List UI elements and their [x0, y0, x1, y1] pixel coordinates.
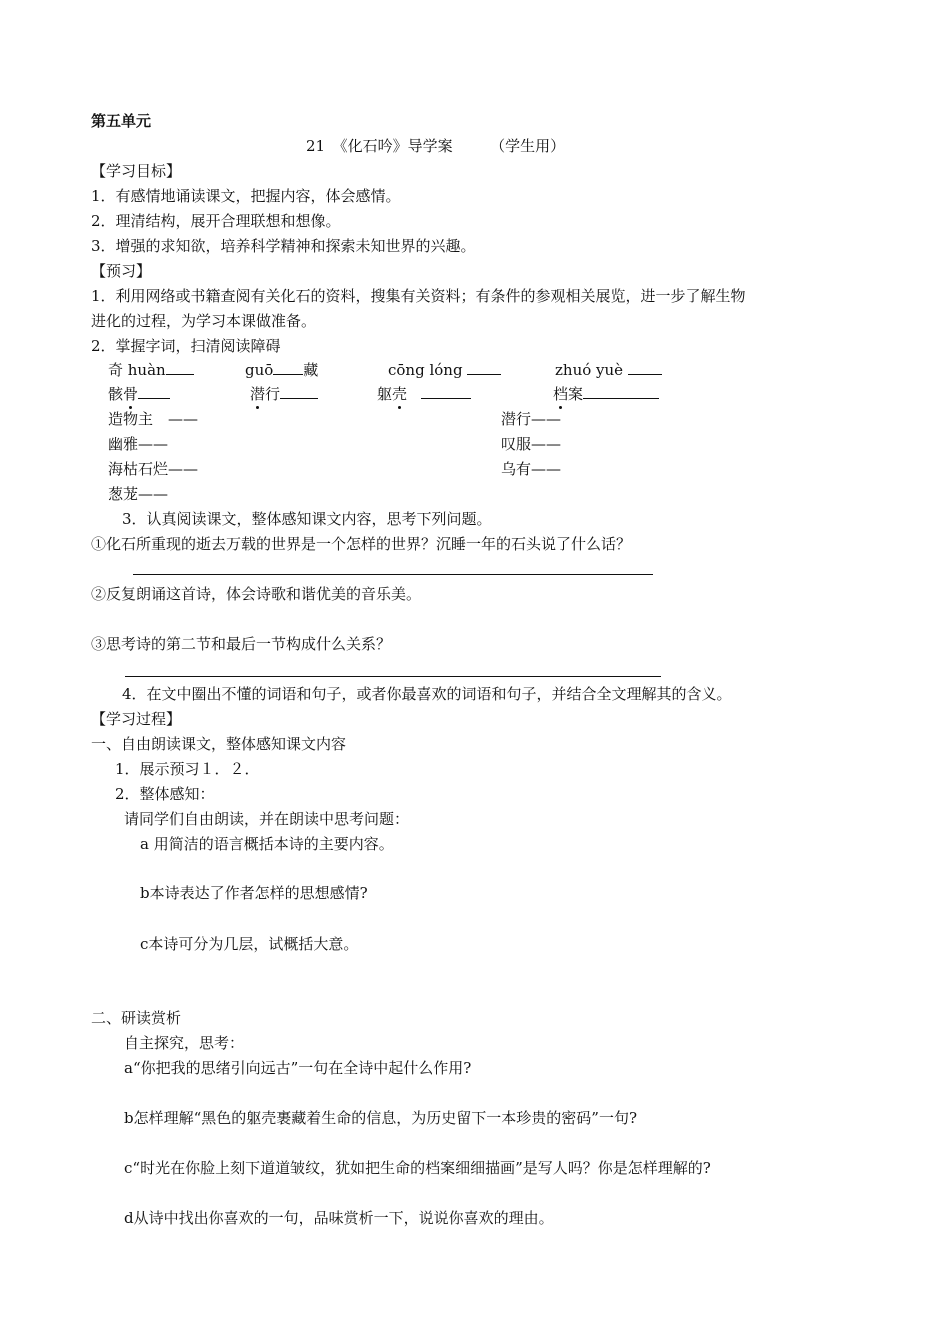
answer-blank[interactable]	[273, 360, 303, 375]
pinyin-item-2: guō 藏	[245, 361, 319, 379]
answer-blank[interactable]	[138, 384, 170, 399]
question-2: ②反复朗诵这首诗，体会诗歌和谐优美的音乐美。	[91, 585, 422, 603]
vocab-right-1: 潜行——	[501, 410, 562, 428]
goal-item-2: 2．理清结构，展开合理联想和想像。	[91, 212, 341, 230]
part-2-question-a: a“你把我的思绪引向远古”一句在全诗中起什么作用?	[124, 1059, 472, 1077]
preview-item-1-line-2: 进化的过程，为学习本课做准备。	[91, 312, 317, 330]
unit-title: 第五单元	[91, 112, 152, 130]
preview-heading: 【预习】	[91, 262, 152, 280]
answer-line-2[interactable]	[125, 676, 661, 677]
part-2-intro: 自主探究，思考：	[124, 1034, 245, 1052]
vocab-left-4: 葱茏——	[108, 485, 169, 503]
char-item-2: 潜行	[250, 384, 318, 404]
char-item-4: 档案	[553, 384, 659, 404]
pinyin-item-1: 奇 huàn	[108, 360, 194, 380]
pinyin-item-3: cōng lóng	[388, 360, 501, 380]
part-1-question-c: c本诗可分为几层，试概括大意。	[140, 935, 359, 953]
preview-item-1-line-1: 1．利用网络或书籍查阅有关化石的资料，搜集有关资料；有条件的参观相关展览，进一步了解生物	[91, 287, 746, 305]
char-item-1: 骸骨	[108, 384, 170, 404]
process-heading: 【学习过程】	[91, 710, 182, 728]
goal-item-3: 3．增强的求知欲，培养科学精神和探索未知世界的兴趣。	[91, 237, 476, 255]
preview-item-2: 2．掌握字词，扫清阅读障碍	[91, 337, 281, 355]
goals-heading: 【学习目标】	[91, 162, 182, 180]
pinyin-item-4: zhuó yuè	[555, 360, 662, 380]
part-1-question-b: b本诗表达了作者怎样的思想感情?	[140, 884, 368, 902]
vocab-left-1: 造物主 ——	[108, 410, 199, 428]
answer-blank[interactable]	[583, 384, 659, 399]
answer-blank[interactable]	[628, 360, 662, 375]
answer-blank[interactable]	[467, 360, 501, 375]
part-1-title: 一、自由朗读课文，整体感知课文内容	[91, 735, 347, 753]
question-1: ①化石所重现的逝去万载的世界是一个怎样的世界？沉睡一年的石头说了什么话？	[91, 535, 632, 553]
answer-blank[interactable]	[421, 384, 471, 399]
answer-line-1[interactable]	[133, 574, 653, 575]
preview-item-3: 3．认真阅读课文，整体感知课文内容，思考下列问题。	[122, 510, 492, 528]
char-item-3: 躯壳	[377, 384, 471, 404]
part-2-question-b: b怎样理解“黑色的躯壳裹藏着生命的信息，为历史留下一本珍贵的密码”一句?	[124, 1109, 637, 1127]
part-2-question-c: c“时光在你脸上刻下道道皱纹，犹如把生命的档案细细描画”是写人吗？你是怎样理解的?	[124, 1159, 711, 1177]
part-1-question-a: a 用简洁的语言概括本诗的主要内容。	[140, 835, 394, 853]
document-title: 21 《化石吟》导学案 （学生用）	[306, 137, 566, 155]
part-1-intro: 请同学们自由朗读，并在朗读中思考问题：	[124, 810, 410, 828]
vocab-right-3: 乌有——	[501, 460, 562, 478]
vocab-left-3: 海枯石烂——	[108, 460, 199, 478]
part-2-title: 二、研读赏析	[91, 1009, 182, 1027]
part-1-item-1: 1．展示预习１．２．	[115, 760, 260, 778]
part-1-item-2: 2．整体感知：	[115, 785, 215, 803]
answer-blank[interactable]	[166, 360, 194, 375]
preview-item-4: 4．在文中圈出不懂的词语和句子，或者你最喜欢的词语和句子，并结合全文理解其的含义。	[122, 685, 732, 703]
vocab-right-2: 叹服——	[501, 435, 562, 453]
vocab-left-2: 幽雅——	[108, 435, 169, 453]
goal-item-1: 1．有感情地诵读课文，把握内容，体会感情。	[91, 187, 401, 205]
question-3: ③思考诗的第二节和最后一节构成什么关系？	[91, 635, 392, 653]
part-2-question-d: d从诗中找出你喜欢的一句，品味赏析一下，说说你喜欢的理由。	[124, 1209, 554, 1227]
answer-blank[interactable]	[280, 384, 318, 399]
